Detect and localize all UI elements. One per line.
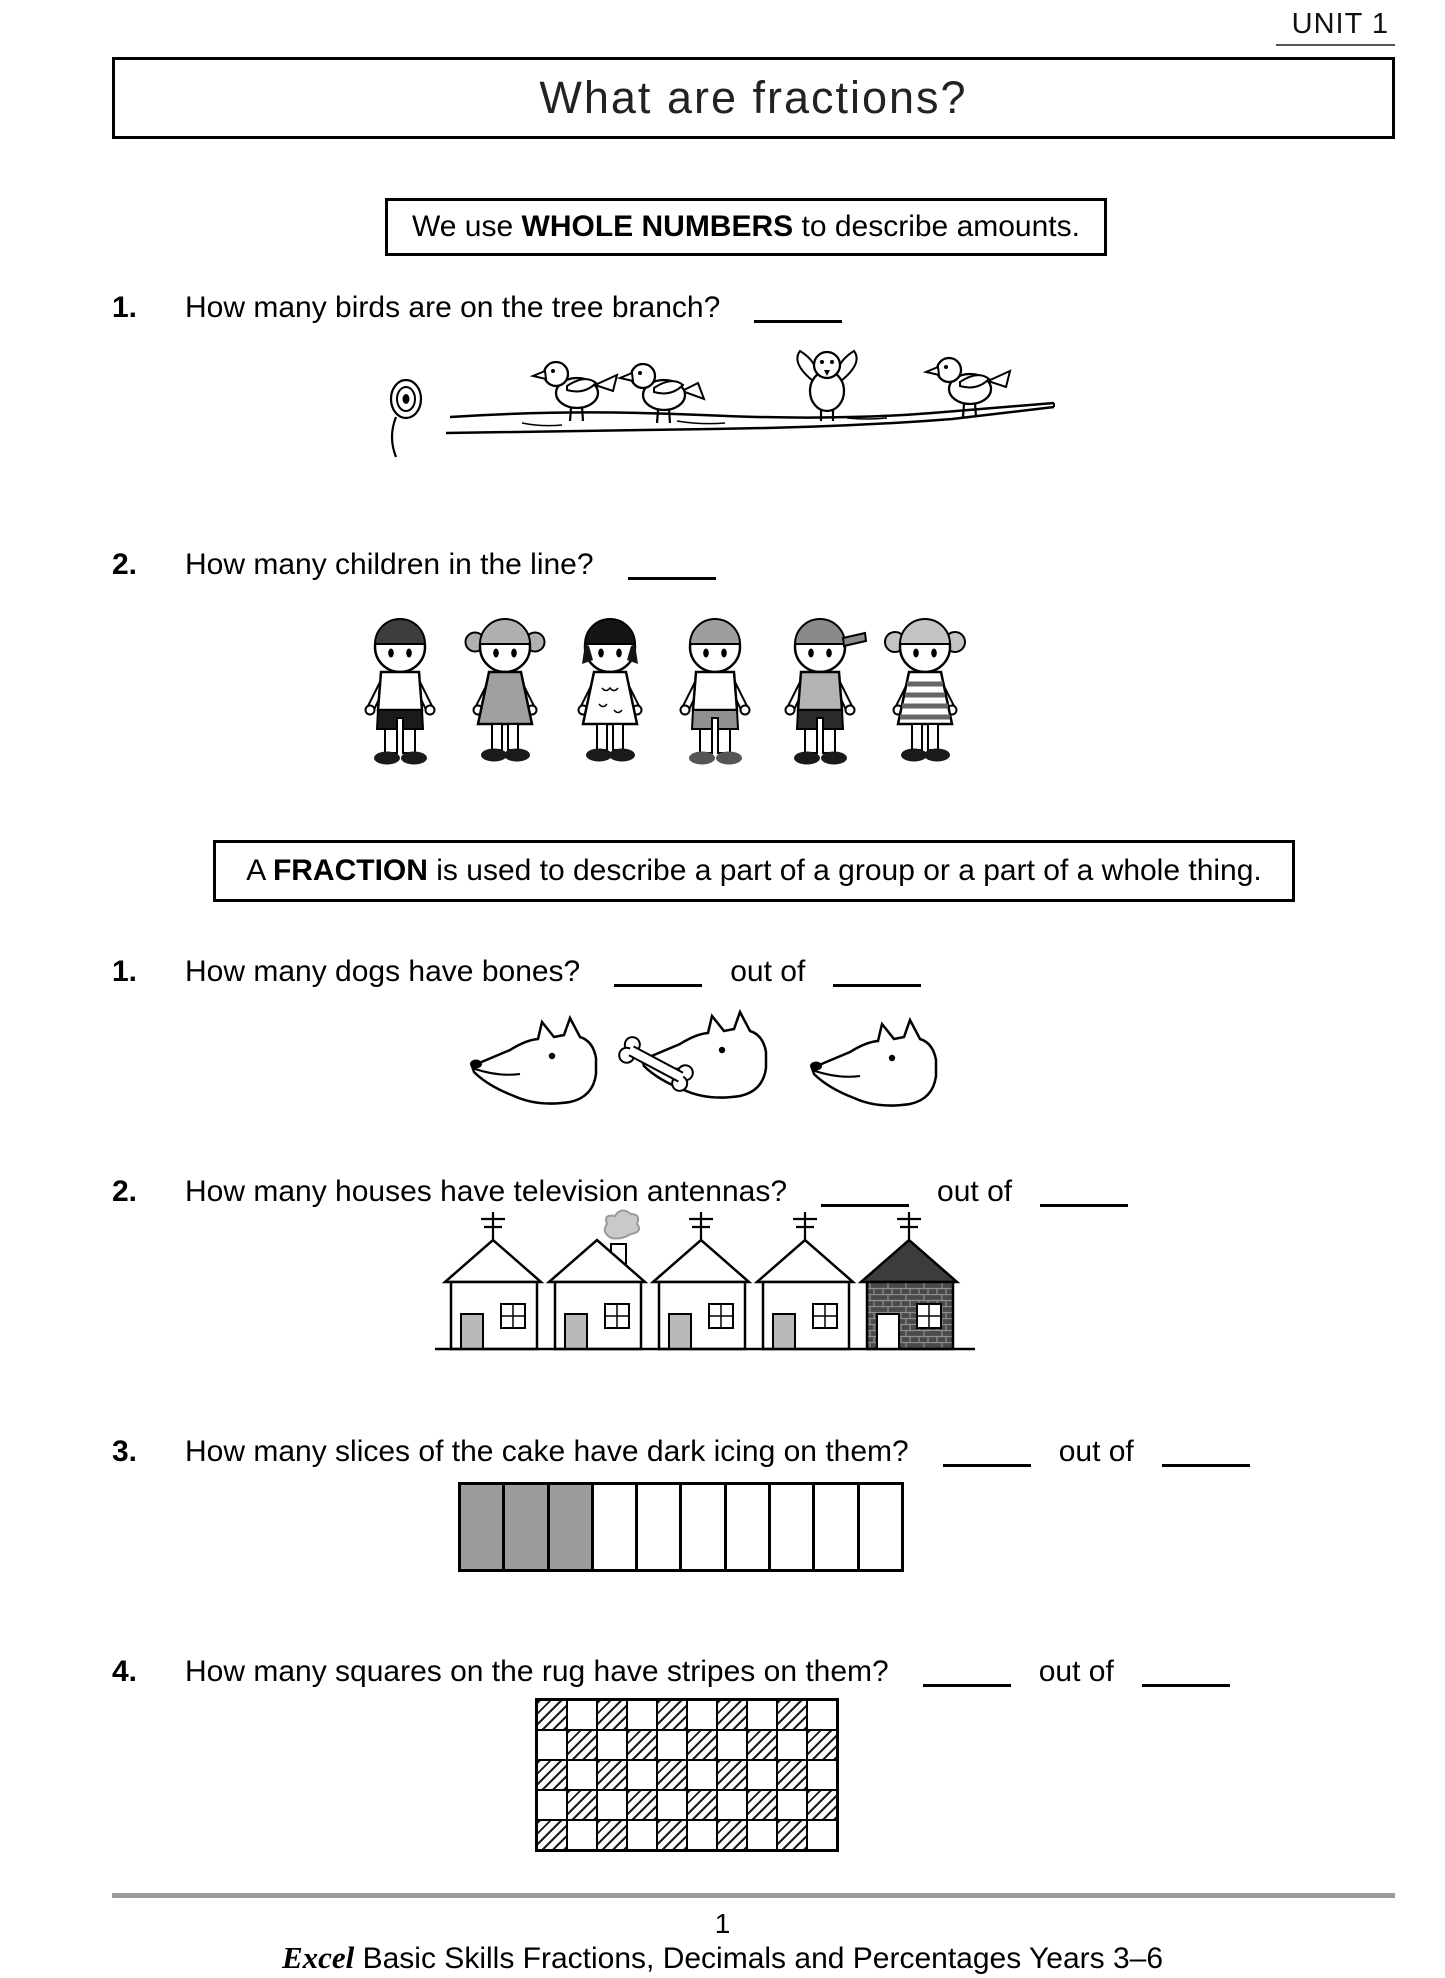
child-figure: [786, 619, 867, 765]
answer-blank-whole[interactable]: [1040, 1201, 1128, 1207]
answer-blank-whole[interactable]: [833, 981, 921, 987]
question-whole-2: [112, 545, 716, 585]
cake-illustration: [458, 1482, 904, 1572]
house-figure: [653, 1212, 749, 1349]
rug-square-striped: [687, 1730, 717, 1760]
rug-square-plain: [747, 1760, 777, 1790]
question-text: How many slices of the cake have dark icing on them?: [185, 1435, 909, 1468]
rug-square-striped: [777, 1760, 807, 1790]
out-of-label: out of: [937, 1175, 1013, 1208]
question-number: 2.: [112, 548, 138, 581]
cake-slice-plain: [638, 1485, 682, 1569]
question-whole-1: [112, 288, 842, 328]
answer-blank-whole[interactable]: [1142, 1681, 1230, 1687]
question-number: 3.: [112, 1435, 138, 1468]
answer-blank-part[interactable]: [614, 981, 702, 987]
footer-text: [0, 1940, 1445, 1976]
rug-square-plain: [627, 1820, 657, 1850]
question-fraction-1: [112, 952, 921, 992]
rug-square-striped: [807, 1790, 837, 1820]
cake-slice-dark: [461, 1485, 505, 1569]
rug-square-striped: [537, 1820, 567, 1850]
rug-square-plain: [537, 1730, 567, 1760]
rug-square-plain: [777, 1730, 807, 1760]
cake-slice-plain: [594, 1485, 638, 1569]
rug-square-striped: [747, 1730, 777, 1760]
rug-square-striped: [537, 1760, 567, 1790]
rug-square-striped: [597, 1820, 627, 1850]
question-text: How many dogs have bones?: [185, 955, 581, 988]
rug-square-plain: [777, 1790, 807, 1820]
rug-square-striped: [747, 1790, 777, 1820]
rug-square-plain: [747, 1820, 777, 1850]
question-number: 1.: [112, 955, 138, 988]
rug-square-plain: [657, 1790, 687, 1820]
rug-square-striped: [807, 1730, 837, 1760]
rug-square-striped: [567, 1730, 597, 1760]
rug-square-striped: [717, 1760, 747, 1790]
answer-blank[interactable]: [754, 317, 842, 323]
house-figure: [757, 1212, 853, 1349]
rug-square-plain: [627, 1700, 657, 1730]
rug-square-striped: [597, 1760, 627, 1790]
question-fraction-4: [112, 1652, 1230, 1692]
banner-text-post: to describe amounts.: [793, 210, 1080, 243]
child-figure: [466, 619, 545, 762]
out-of-label: out of: [730, 955, 806, 988]
rug-square-plain: [567, 1760, 597, 1790]
rug-square-plain: [747, 1700, 777, 1730]
dog-figure: [810, 1020, 936, 1106]
tv-antenna: [793, 1212, 817, 1240]
footer-divider: [112, 1893, 1395, 1898]
question-number: 4.: [112, 1655, 138, 1688]
rug-square-plain: [537, 1790, 567, 1820]
rug-square-striped: [657, 1700, 687, 1730]
bird-figure: [797, 351, 856, 421]
fraction-banner: [213, 840, 1295, 902]
rug-square-striped: [657, 1760, 687, 1790]
rug-square-plain: [807, 1820, 837, 1850]
title-box: [112, 57, 1395, 139]
question-number: 1.: [112, 291, 138, 324]
answer-blank-whole[interactable]: [1162, 1461, 1250, 1467]
rug-square-plain: [597, 1790, 627, 1820]
out-of-label: out of: [1058, 1435, 1134, 1468]
smoke: [605, 1210, 639, 1238]
banner-text-bold: FRACTION: [272, 854, 428, 887]
child-figure: [681, 619, 750, 765]
rug-square-plain: [717, 1790, 747, 1820]
rug-square-plain: [687, 1760, 717, 1790]
question-number: 2.: [112, 1175, 138, 1208]
rug-square-plain: [807, 1700, 837, 1730]
children-illustration: [345, 592, 1005, 787]
banner-text-pre: A: [246, 854, 273, 887]
rug-square-striped: [777, 1700, 807, 1730]
whole-numbers-banner: [385, 198, 1107, 256]
tv-antenna: [689, 1212, 713, 1240]
birds-illustration: [372, 325, 1062, 473]
cake-slice-plain: [771, 1485, 815, 1569]
banner-text-pre: We use: [412, 210, 522, 243]
rug-illustration: [535, 1698, 839, 1852]
cake-slice-dark: [505, 1485, 549, 1569]
house-figure: [445, 1212, 541, 1349]
child-figure: [366, 619, 435, 765]
banner-text-post: is used to describe a part of a group or a part of a whole thing.: [427, 854, 1262, 887]
cake-slice-plain: [860, 1485, 901, 1569]
rug-square-striped: [777, 1820, 807, 1850]
question-text: How many squares on the rug have stripes on them?: [185, 1655, 889, 1688]
cake-slice-dark: [550, 1485, 594, 1569]
rug-square-plain: [597, 1730, 627, 1760]
rug-square-plain: [717, 1730, 747, 1760]
rug-square-plain: [807, 1760, 837, 1790]
dog-figure: [470, 1018, 596, 1104]
rug-square-plain: [687, 1700, 717, 1730]
answer-blank[interactable]: [628, 574, 716, 580]
house-figure: [861, 1212, 957, 1349]
dogs-illustration: [455, 1000, 955, 1130]
rug-square-plain: [687, 1820, 717, 1850]
question-text: How many houses have television antennas?: [185, 1175, 788, 1208]
rug-square-striped: [717, 1700, 747, 1730]
house-figure: [549, 1210, 645, 1349]
rug-square-plain: [567, 1820, 597, 1850]
rug-square-plain: [567, 1700, 597, 1730]
rug-square-plain: [657, 1730, 687, 1760]
out-of-label: out of: [1038, 1655, 1114, 1688]
rug-square-striped: [717, 1820, 747, 1850]
footer-brand: Excel: [281, 1940, 355, 1975]
answer-blank-part[interactable]: [923, 1681, 1011, 1687]
unit-label: UNIT 1: [1276, 8, 1395, 46]
rug-square-striped: [627, 1790, 657, 1820]
rug-square-striped: [687, 1790, 717, 1820]
cake-slice-plain: [815, 1485, 859, 1569]
question-text: How many birds are on the tree branch?: [185, 291, 721, 324]
rug-square-striped: [597, 1700, 627, 1730]
tv-antenna: [481, 1212, 505, 1240]
page-title: What are fractions?: [539, 72, 968, 123]
page-number: 1: [714, 1908, 731, 1939]
footer-series: Basic Skills Fractions, Decimals and Percentages Years 3–6: [354, 1942, 1164, 1975]
houses-illustration: [435, 1206, 975, 1358]
rug-square-plain: [627, 1760, 657, 1790]
banner-text-bold: WHOLE NUMBERS: [521, 210, 794, 243]
rug-square-striped: [537, 1700, 567, 1730]
cake-slice-plain: [682, 1485, 726, 1569]
question-text: How many children in the line?: [185, 548, 594, 581]
child-figure: [885, 619, 965, 762]
question-fraction-3: [112, 1432, 1250, 1472]
dog-figure: [617, 1012, 766, 1098]
child-figure: [579, 619, 642, 762]
rug-square-striped: [567, 1790, 597, 1820]
cake-slice-plain: [727, 1485, 771, 1569]
tv-antenna: [897, 1212, 921, 1240]
rug-square-striped: [657, 1820, 687, 1850]
rug-square-striped: [627, 1730, 657, 1760]
answer-blank-part[interactable]: [943, 1461, 1031, 1467]
